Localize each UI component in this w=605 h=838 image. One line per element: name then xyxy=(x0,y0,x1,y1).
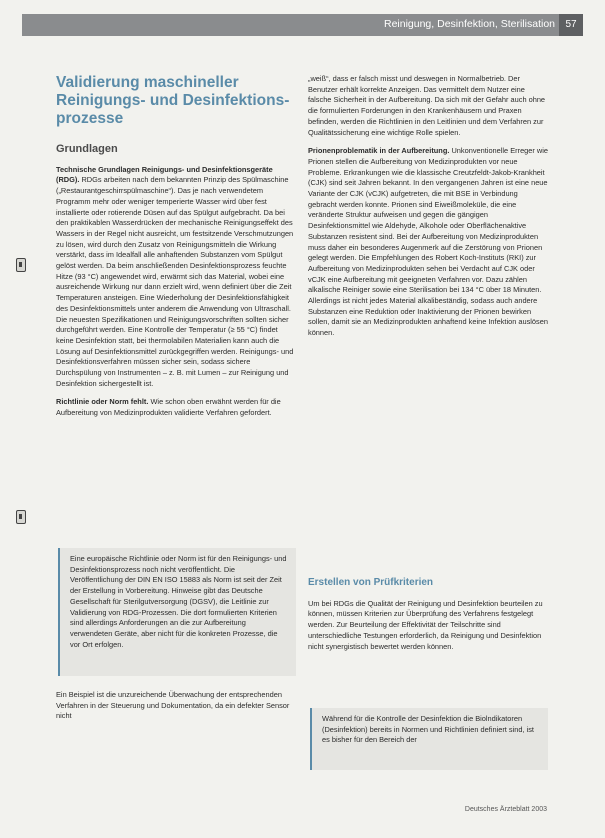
document-marker-icon xyxy=(16,258,26,272)
title-line-2: Reinigungs- und Desinfektions- xyxy=(56,92,290,109)
section-heading-grundlagen: Grundlagen xyxy=(56,143,118,155)
paragraph-text: Wie schon oben erwähnt werden für die Aufbereitung von Medizinprodukten validierte Verfahren gefordert. xyxy=(56,397,281,418)
paragraph-text: Ein Beispiel ist die unzureichende Überwachung der entsprechenden Verfahren in der Steuerung und Dokumentation, da ein defekter Sensor nicht xyxy=(56,690,290,721)
paragraph-lead: Technische Grundlagen Reinigungs- und Desinfektionsgeräte (RDG). xyxy=(56,164,273,185)
paragraph xyxy=(56,165,296,390)
paragraph xyxy=(308,146,548,339)
right-column-section xyxy=(308,578,548,652)
title-line-3: prozesse xyxy=(56,110,124,127)
article-title xyxy=(56,74,296,128)
title-line-1: Validierung maschineller xyxy=(56,74,239,91)
paragraph-text: „weiß“, dass er falsch misst und deswegen in Normalbetrieb. Der Benutzer erhält korrekte Anzeigen. Das vermittelt dem Nutzer eine falsche Sicherheit in der Aufbereitung. Da sich mit der Gefahr auch ohne die formulierten Forderungen in den Krankenhäusern und Praxen befinden, werden die Richtlinien in den Leitlinien und dem Verfahren zur Qualitätssicherung eine wichtige Rolle spielen. xyxy=(308,74,546,137)
running-header-title: Reinigung, Desinfektion, Sterilisation xyxy=(383,18,555,30)
paragraph-lead: Prionenproblematik in der Aufbereitung. xyxy=(308,146,450,156)
paragraph-text: RDGs arbeiten nach dem bekannten Prinzip des Spülmaschine („Restaurantgeschirrspülmaschine“). Das je nach verwendetem Programm mehr oder weniger temperierte Wasser wird über fest installierte oder rotierende Düsen auf das Spülgut aufgebracht. Da bei den praktikablen Wasserdrücken der mechanische Reinigungseffekt des Wassers in der Regel nicht ausreicht, um festsitzende Verschmutzungen zu lösen, wird durch den Zusatz von Reinigungsmitteln die Wirkung verstärkt, dass im Idealfall alle anhaftenden Substanzen vom Spülgut gelöst werden. Da beim anschließenden Desinfektionsprozess feuchte Hitze (93 °C) angewendet wird, erwärmt sich das Material, wobei eine ausreichende Wirkung nur dann erzielt wird, wenn definiert über die Zeit Temperaturen ansteigen. Eine Wiederholung der Desinfektionsfähigkeit des Desinfektionsmittels unter anderem die Anwendung von Ultraschall. Die neuesten Spezifikationen und Reinigungsvorschriften sollten sicher durchgeführt werden. Eine Kontrolle der Temperatur (≥ 55 °C) findet keine Desinfektion statt, bei thermolabilen Materialien kann auch die Lösung auf Desinfektionsmittel zurückgegriffen werden. Reinigungs- und Desinfektionsverfahren müssen sicher sein, sodass sichere Durchspülung von Instrumenten – z. B. mit Lumen – zur Reinigung und Desinfektion sichergestellt ist. xyxy=(56,175,294,388)
page-number: 57 xyxy=(559,14,583,36)
info-box-right: Während für die Kontrolle der Desinfektion die Biolndikatoren (Desinfektion) bereits in Normen und Richtlinien definiert sind, ist es bisher für den Bereich der xyxy=(312,708,548,770)
left-column xyxy=(56,74,296,419)
document-marker-icon xyxy=(16,510,26,524)
paragraph-text: Um bei RDGs die Qualität der Reinigung und Desinfektion beurteilen zu können, müssen Kriterien zur Überprüfung des Verfahrens festgelegt werden. Zur Beurteilung der Effektivität der Teilschritte sind unterschiedliche Testungen erforderlich, da Reinigung und Desinfektion nicht synergistisch bewertet werden können. xyxy=(308,598,543,651)
right-column xyxy=(308,74,548,339)
section-heading-pruefkriterien: Erstellen von Prüfkriterien xyxy=(308,577,434,588)
paragraph xyxy=(56,397,296,418)
page-footer: Deutsches Ärzteblatt 2003 xyxy=(464,806,547,813)
info-box-left: Eine europäische Richtlinie oder Norm ist für den Reinigungs- und Desinfektionsprozess noch nicht veröffentlicht. Die Veröffentlichung der DIN EN ISO 15883 als Norm ist seit der Zeit der Erstellung in Vorbereitung. Hinweise gibt das Deutsche Gesellschaft für Sterilgutversorgung (DGSV), die Leitlinie zur Validierung von RDG-Prozessen. Die dort formulierten Kriterien sind allerdings Anforderungen an die zur Aufbereitung verwendeten Geräte, aber nicht für die konkreten Prozesse, die vor Ort erfolgen. xyxy=(60,548,296,676)
left-column-bottom xyxy=(56,690,296,722)
paragraph-lead: Richtlinie oder Norm fehlt. xyxy=(56,397,149,407)
paragraph-text: Unkonventionelle Erreger wie Prionen stellen die Aufbereitung von Medizinprodukten vor neue Probleme. Erkrankungen wie die klassische Creutzfeldt-Jakob-Krankheit (CJK) sind seit Jahren bekannt. In den vergangenen Jahren ist eine neue Variante der CJK (vCJK) aufgetreten, die mit BSE in Verbindung gebracht werden konnte. Prionen sind Eiweißmoleküle, die eine veränderte Struktur aufweisen und gegen die gängigen Desinfektionsmittel wie Aldehyde, Alkohole oder Oberflächenaktive Substanzen resistent sind. Bei der Aufbereitung von Medizinprodukten muss daher ein besonderes Augenmerk auf die Zerstörung von Prionen gelegt werden. Die Empfehlungen des Robert Koch-Instituts (RKI) zur Aufbereitung von Medizinprodukten sehen bei Verdacht auf CJK oder vCJK eine Aufbereitung mit geeigneten Verfahren vor. Dazu zählen alkalische Reiniger sowie eine Sterilisation bei 134 °C über 18 Minuten. Allerdings ist nicht jedes Material alkalibeständig, sodass auch andere Substanzen eine Reduktion oder Inaktivierung der Prionen bewirken sollen, damit sie an Medizinprodukten anhaftend keine Infektion auslösen können. xyxy=(308,146,549,338)
